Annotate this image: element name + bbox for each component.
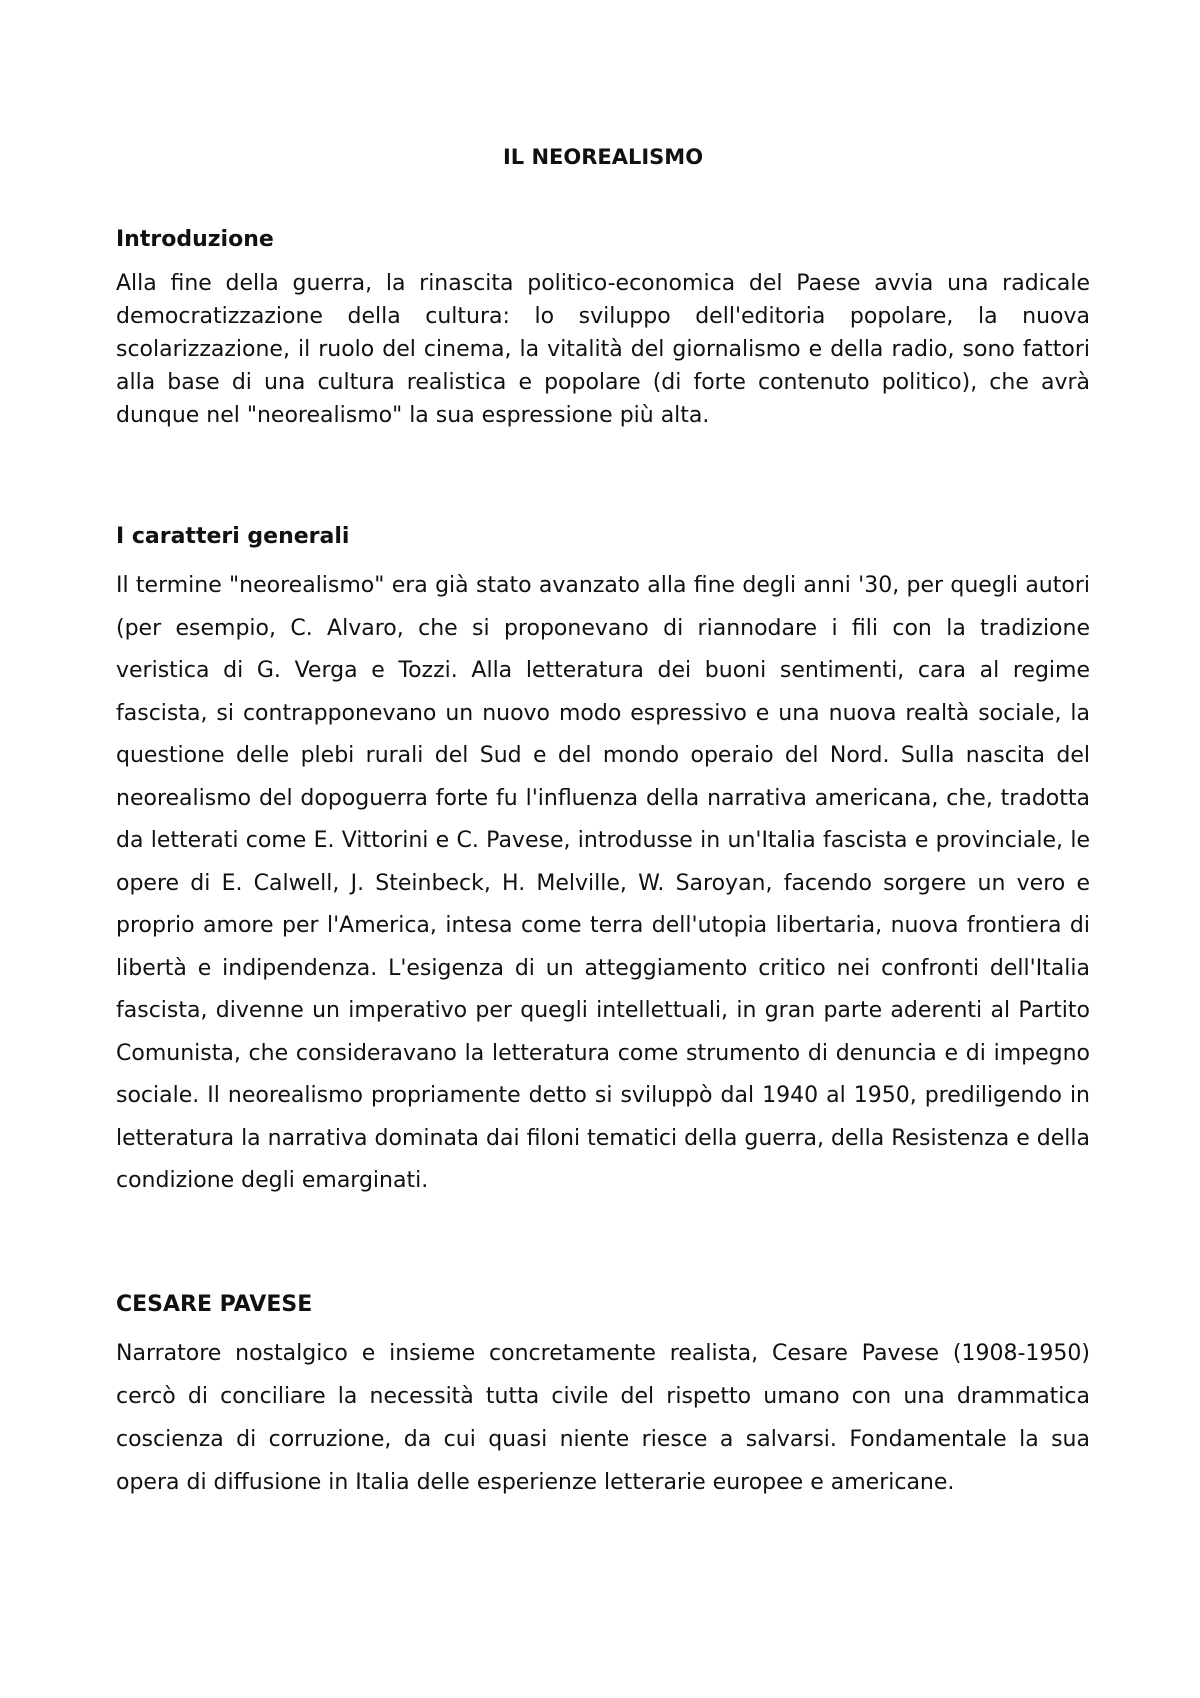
section-body-caratteri-generali: Il termine "neorealismo" era già stato avanzato alla fine degli anni '30, per quegli autori (per esempio, C. Alvaro, che si proponevano di riannodare i fili con la tradizione veristica di G. Verga e Tozzi. Alla letteratura dei buoni sentimenti, cara al regime fascista, si contrapponevano un nuovo modo espressivo e una nuova realtà sociale, la questione delle plebi rurali del Sud e del mondo operaio del Nord. Sulla nascita del neorealismo del dopoguerra forte fu l'influenza della narrativa americana, che, tradotta da letterati come E. Vittorini e C. Pavese, introdusse in un'Italia fascista e provinciale, le opere di E. Calwell, J. Steinbeck, H. Melville, W. Saroyan, facendo sorgere un vero e proprio amore per l'America, intesa come terra dell'utopia libertaria, nuova frontiera di libertà e indipendenza. L'esigenza di un atteggiamento critico nei confronti dell'Italia fascista, divenne un imperativo per quegli intellettuali, in gran parte aderenti al Partito Comunista, che consideravano la letteratura come strumento di denuncia e di impegno sociale. Il neorealismo propriamente detto si sviluppò dal 1940 al 1950, prediligendo in letteratura la narrativa dominata dai filoni tematici della guerra, della Resistenza e della condizione degli emarginati. xyxy=(116,573,1090,1193)
section-heading-introduzione: Introduzione xyxy=(116,227,274,252)
document-title: IL NEOREALISMO xyxy=(502,145,704,169)
section-heading-cesare-pavese: CESARE PAVESE xyxy=(116,1292,313,1317)
section-body-cesare-pavese: Narratore nostalgico e insieme concretamente realista, Cesare Pavese (1908-1950) cercò di conciliare la necessità tutta civile del rispetto umano con una drammatica coscienza di corruzione, da cui quasi niente riesce a salvarsi. Fondamentale la sua opera di diffusione in Italia delle esperienze letterarie europee e americane. xyxy=(116,1341,1090,1495)
section-body-introduzione: Alla fine della guerra, la rinascita politico-economica del Paese avvia una radicale democratizzazione della cultura: lo sviluppo dell'editoria popolare, la nuova scolarizzazione, il ruolo del cinema, la vitalità del giornalismo e della radio, sono fattori alla base di una cultura realistica e popolare (di forte contenuto politico), che avrà dunque nel "neorealismo" la sua espressione più alta. xyxy=(116,271,1090,428)
section-heading-caratteri-generali: I caratteri generali xyxy=(116,524,350,549)
